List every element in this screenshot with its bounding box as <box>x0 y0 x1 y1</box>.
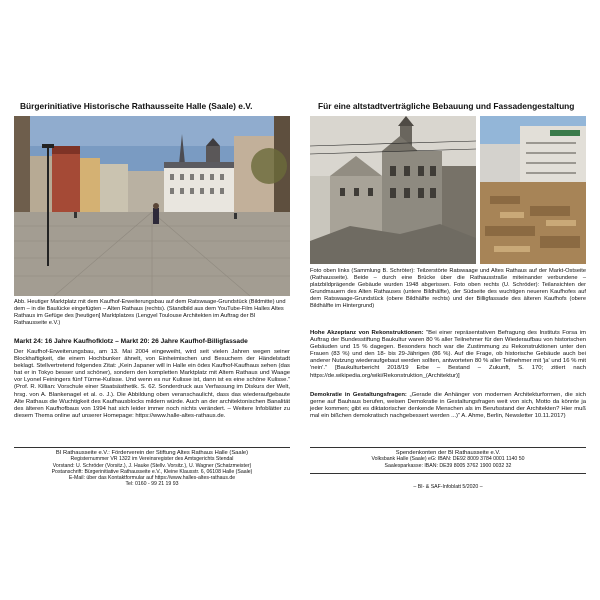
left-caption: Abb. Heutiger Marktplatz mit dem Kaufhof-Erweiterungsbau auf dem Ratswaage-Grundstück (Bildmitte) und dem – in die Baulücke eingefügten – Alten Rathaus (rechts). (Standbild aus dem YouTube-Film Halles Altes Rathaus im Gefüge des [heutigen] Marktplatzes (Lengyel Toulouse Architekten im Auftrag der BI Rathausseite e.V.) <box>14 299 286 326</box>
footer-left-line: Registernummer VR 1322 im Vereinsregister des Amtsgerichts Stendal <box>70 456 234 463</box>
left-footer-rule <box>14 447 290 448</box>
footer-left-line: Tel: 0160 - 99 21 19 93 <box>125 481 179 488</box>
foundation-photo <box>480 116 586 264</box>
footer-right-line: Saalesparkasse: IBAN: DE39 8005 3762 1900 0032 32 <box>384 462 512 469</box>
footer-left-title: BI Rathausseite e.V.: Förderverein der Stiftung Altes Rathaus Halle (Saale) <box>55 450 249 456</box>
footer-left-line: Postanschrift: Bürgerinitiative Rathausseite e.V., Kleine Klausstr. 6, 06108 Halle (Saale) <box>51 468 253 475</box>
historic-photo <box>310 116 476 264</box>
left-footer <box>14 450 290 488</box>
right-footer-rule <box>310 447 586 448</box>
footer-right-line: Volksbank Halle (Saale) eG: IBAN: DE92 8009 3784 0001 1140 50 <box>371 456 525 463</box>
footer-right-title: Spendenkonten der BI Rathausseite e.V. <box>395 450 501 456</box>
acceptance-paragraph <box>310 330 586 380</box>
right-footer-bottom-rule <box>310 473 586 474</box>
left-heading: Markt 24: 16 Jahre Kaufhofklotz – Markt 20: 26 Jahre Kaufhof-Billigfassade <box>14 338 248 345</box>
acceptance-label: Hohe Akzeptanz von Rekonstruktionen: <box>310 330 424 336</box>
democracy-paragraph <box>310 392 586 420</box>
acceptance-text: "Bei einer repräsentativen Befragung des Instituts Forsa im Auftrag der Bundesstiftung Baukultur waren 80 % aller Teilnehmer für den Wiederaufbau von historischen Gebäuden und 15 % dagegen. Besonders hoch war die Zustimmung zu Rekonstruktionen unter den Frauen (83 %) und den 18- bis 29-Jährigen (86 %). Auf die Frage, ob historische Gebäude auch bei anderer Nutzung wiederaufgebaut werden sollten, antworteten 80 % aller Teilnehmer mit 'ja' und 16 % mit 'nein'." [Baukulturbericht 2018/19 Erbe – Bestand – Zukunft, S. 170; zitiert nach https://de.wikipedia.org/wiki/Rekonstruktion_(Architektur)] <box>310 330 586 379</box>
right-footer <box>310 450 586 469</box>
footer-left-line: Vorstand: U. Schröder (Vorsitz.), J. Hauke (Stellv. Vorsitz.), U. Wagner (Schatzmeister) <box>52 462 252 469</box>
footer-left-line: E-Mail: über das Kontaktformular auf https://www.halles-altes-rathaus.de <box>68 475 236 482</box>
left-title: Bürgerinitiative Historische Rathausseite Halle (Saale) e.V. <box>20 101 253 111</box>
left-body: Der Kaufhof-Erweiterungsbau, am 13. Mai 2004 eingeweiht, wird seit vielen Jahren wegen seiner Blockhaftigkeit, die einem Hochbunker ähnelt, von Einheimischen und Besuchern der Händelstadt beklagt. Stellvertretend folgendes Zitat: „Kein Japaner will in Halle ein ödes Kaufhof-Kaufhaus sehen (das hat er in Tokyo besser und schöner), sondern den kompletten Marktplatz mit Altem Rathaus und Waage vor Lyonel Feiningers fünf Türme-Kulisse. Und wenn es nur Kulisse ist, dann ist es eine schöne Kulisse.“ (Prof. R. Killian: Vorschule einer Staatsästhetik. S. 62. Sonderdruck aus Verfassung im Diskurs der Welt, hrsg. von A. Blankenagel et al. o. J.). Die Abbildung oben veranschaulicht, dass das wiederaufgebaute Alte Rathaus die Wuchtigkeit des Kaufhausblocks mildern würde. Auch an der architektonischen Banalität des älteren Kaufhofbaus von 1994 hat sich leider immer noch nichts verändert. – Weitere Infoblätter zu diesem Thema online auf unserer Homepage: https://www.halle-altes-rathaus.de. <box>14 349 290 419</box>
democracy-text: „Gerade die Anhänger von modernen Architekturformen, die sich gerne auf Bauhaus berufen, weisen Demokratie in Gestaltungsfragen weit von sich, Motto da könnte ja jeder kommen; gibt es diktatorischer denkende Menschen als im Berufsstand der Architekten? Hier muß mal ein bißchen demokratisch nachgebessert werden ...)“ A. Ahme, Berlin, Newsletter 10.11.2017) <box>310 392 586 420</box>
right-title: Für eine altstadtverträgliche Bebauung und Fassadengestaltung <box>318 101 575 111</box>
infoblatt-label: – BI- & SAF-Infoblatt 5/2020 – <box>413 484 483 490</box>
marktplatz-photo <box>14 116 290 296</box>
right-caption: Foto oben links (Sammlung B. Schröter): Teilzerstörte Ratswaage und Altes Rathaus auf der Markt-Ostseite (Rathausseite). Beide – durch eine Brücke über die Rathausstraße miteinander verbundene – platzbildprägende Gebäude wurden 1948 abgerissen. Foto oben rechts (U. Schröder): Teilansichten der Grundmauern des Alten Rathauses (untere Bildhälfte), der Südseite des wuchtigen neueren Kaufhofes auf dem Ratswaage-Grundstück (obere Bildhälfte rechts) und der Billigfassade des älteren Kaufhofs (obere Bildhälfte im Hintergrund) <box>310 268 586 309</box>
democracy-label: Demokratie in Gestaltungsfragen: <box>310 392 407 398</box>
